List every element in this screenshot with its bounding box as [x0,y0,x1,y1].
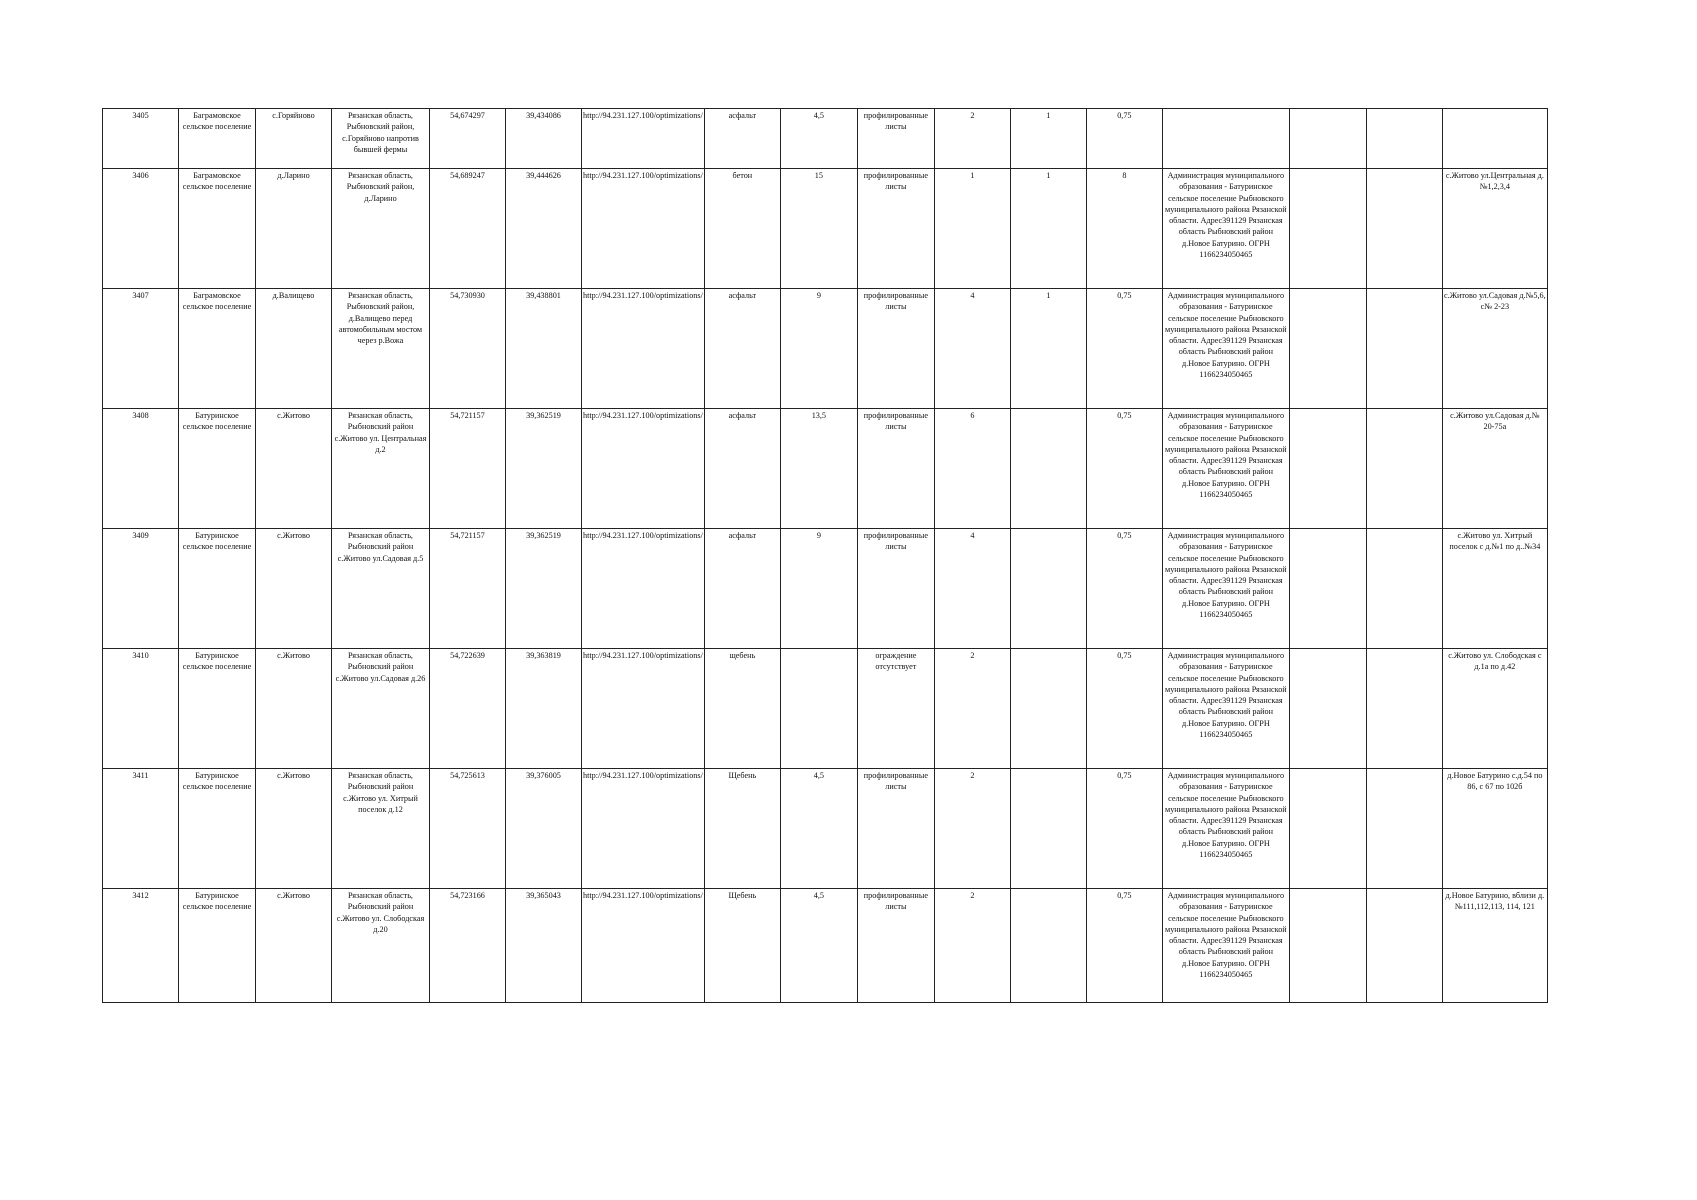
owner-cell: Администрация муниципального образования - Батуринское сельское поселение Рыбновского муниципального района Рязанской области. Адрес391129 Рязанская область Рыбновский район д.Новое Батурино. ОГРН 1166234050465 [1162,409,1289,529]
empty-cell [1289,289,1366,409]
planned-containers-cell: 1 [1010,109,1086,169]
latitude-cell: 54,722639 [430,649,506,769]
settlement-cell: Баграмовское сельское поселение [179,289,256,409]
longitude-cell: 39,376005 [506,769,582,889]
locality-cell: д.Валищево [256,289,332,409]
table-row [103,289,1548,409]
link-cell: http://94.231.127.100/optimizations/ [582,409,705,529]
longitude-cell: 39,434086 [506,109,582,169]
row-number-cell: 3410 [103,649,179,769]
sources-cell: с.Житово ул.Центральная д.№1,2,3,4 [1442,169,1547,289]
containers-cell: 2 [934,769,1010,889]
volume-cell: 0,75 [1086,769,1162,889]
area-cell: 13,5 [780,409,857,529]
containers-cell: 2 [934,649,1010,769]
sources-cell: с.Житово ул.Садовая д.№ 20-75а [1442,409,1547,529]
owner-cell: Администрация муниципального образования - Батуринское сельское поселение Рыбновского муниципального района Рязанской области. Адрес391129 Рязанская область Рыбновский район д.Новое Батурино. ОГРН 1166234050465 [1162,169,1289,289]
surface-cell: Щебень [704,889,780,1003]
volume-cell: 0,75 [1086,409,1162,529]
settlement-cell: Баграмовское сельское поселение [179,169,256,289]
containers-cell: 4 [934,289,1010,409]
planned-containers-cell [1010,649,1086,769]
fence-cell: профилированные листы [857,289,934,409]
link-cell: http://94.231.127.100/optimizations/ [582,169,705,289]
settlement-cell: Батуринское сельское поселение [179,889,256,1003]
fence-cell: профилированные листы [857,409,934,529]
link-cell: http://94.231.127.100/optimizations/ [582,289,705,409]
link-cell: http://94.231.127.100/optimizations/ [582,769,705,889]
volume-cell: 0,75 [1086,289,1162,409]
sources-cell [1442,109,1547,169]
volume-cell: 0,75 [1086,109,1162,169]
owner-cell: Администрация муниципального образования - Батуринское сельское поселение Рыбновского муниципального района Рязанской области. Адрес391129 Рязанская область Рыбновский район д.Новое Батурино. ОГРН 1166234050465 [1162,289,1289,409]
empty-cell [1289,409,1366,529]
owner-cell: Администрация муниципального образования - Батуринское сельское поселение Рыбновского муниципального района Рязанской области. Адрес391129 Рязанская область Рыбновский район д.Новое Батурино. ОГРН 1166234050465 [1162,649,1289,769]
surface-cell: асфальт [704,409,780,529]
settlement-cell: Батуринское сельское поселение [179,409,256,529]
locality-cell: с.Житово [256,649,332,769]
fence-cell: профилированные листы [857,109,934,169]
planned-containers-cell [1010,409,1086,529]
planned-containers-cell: 1 [1010,289,1086,409]
settlement-cell: Батуринское сельское поселение [179,529,256,649]
empty-cell [1366,529,1442,649]
table-row [103,409,1548,529]
latitude-cell: 54,723166 [430,889,506,1003]
locality-cell: с.Житово [256,769,332,889]
table-row [103,169,1548,289]
longitude-cell: 39,438801 [506,289,582,409]
row-number-cell: 3411 [103,769,179,889]
address-cell: Рязанская область, Рыбновский район, д.Валищево перед автомобильным мостом через р.Вожа [332,289,430,409]
planned-containers-cell [1010,889,1086,1003]
address-cell: Рязанская область, Рыбновский район с.Житово ул. Центральная д.2 [332,409,430,529]
row-number-cell: 3412 [103,889,179,1003]
link-cell: http://94.231.127.100/optimizations/ [582,109,705,169]
area-cell: 9 [780,529,857,649]
latitude-cell: 54,721157 [430,409,506,529]
containers-cell: 6 [934,409,1010,529]
volume-cell: 8 [1086,169,1162,289]
locality-cell: с.Житово [256,889,332,1003]
longitude-cell: 39,362519 [506,529,582,649]
longitude-cell: 39,362519 [506,409,582,529]
empty-cell [1366,649,1442,769]
containers-cell: 1 [934,169,1010,289]
longitude-cell: 39,363819 [506,649,582,769]
containers-cell: 2 [934,109,1010,169]
row-number-cell: 3409 [103,529,179,649]
latitude-cell: 54,674297 [430,109,506,169]
latitude-cell: 54,689247 [430,169,506,289]
containers-cell: 2 [934,889,1010,1003]
area-cell: 4,5 [780,889,857,1003]
empty-cell [1289,169,1366,289]
settlement-cell: Батуринское сельское поселение [179,769,256,889]
surface-cell: асфальт [704,109,780,169]
volume-cell: 0,75 [1086,649,1162,769]
surface-cell: бетон [704,169,780,289]
sources-cell: д.Новое Батурино с.д.54 по 86, с 67 по 102б [1442,769,1547,889]
table-row [103,109,1548,169]
row-number-cell: 3405 [103,109,179,169]
row-number-cell: 3407 [103,289,179,409]
locality-cell: с.Горяйново [256,109,332,169]
empty-cell [1289,529,1366,649]
fence-cell: ограждение отсутствует [857,649,934,769]
sources-cell: с.Житово ул. Хитрый поселок с д.№1 по д..№34 [1442,529,1547,649]
planned-containers-cell [1010,529,1086,649]
table-row [103,889,1548,1003]
fence-cell: профилированные листы [857,529,934,649]
empty-cell [1366,109,1442,169]
area-cell [780,649,857,769]
table-row [103,529,1548,649]
link-cell: http://94.231.127.100/optimizations/ [582,529,705,649]
link-cell: http://94.231.127.100/optimizations/ [582,889,705,1003]
longitude-cell: 39,365043 [506,889,582,1003]
locality-cell: д.Ларино [256,169,332,289]
volume-cell: 0,75 [1086,889,1162,1003]
planned-containers-cell [1010,769,1086,889]
address-cell: Рязанская область, Рыбновский район с.Житово ул. Хитрый поселок д.12 [332,769,430,889]
area-cell: 15 [780,169,857,289]
sources-cell: д.Новое Батурино, вблизи д. №111,112,113, 114, 121 [1442,889,1547,1003]
planned-containers-cell: 1 [1010,169,1086,289]
settlement-cell: Баграмовское сельское поселение [179,109,256,169]
fence-cell: профилированные листы [857,889,934,1003]
empty-cell [1366,889,1442,1003]
empty-cell [1289,649,1366,769]
empty-cell [1366,169,1442,289]
empty-cell [1289,889,1366,1003]
fence-cell: профилированные листы [857,769,934,889]
address-cell: Рязанская область, Рыбновский район, д.Ларино [332,169,430,289]
surface-cell: Щебень [704,769,780,889]
address-cell: Рязанская область, Рыбновский район, с.Горяйново напротив бывшей фермы [332,109,430,169]
waste-sites-table [102,108,1548,1003]
latitude-cell: 54,725613 [430,769,506,889]
latitude-cell: 54,721157 [430,529,506,649]
empty-cell [1366,289,1442,409]
owner-cell: Администрация муниципального образования - Батуринское сельское поселение Рыбновского муниципального района Рязанской области. Адрес391129 Рязанская область Рыбновский район д.Новое Батурино. ОГРН 1166234050465 [1162,889,1289,1003]
surface-cell: асфальт [704,529,780,649]
empty-cell [1366,409,1442,529]
owner-cell: Администрация муниципального образования - Батуринское сельское поселение Рыбновского муниципального района Рязанской области. Адрес391129 Рязанская область Рыбновский район д.Новое Батурино. ОГРН 1166234050465 [1162,529,1289,649]
row-number-cell: 3406 [103,169,179,289]
row-number-cell: 3408 [103,409,179,529]
address-cell: Рязанская область, Рыбновский район с.Житово ул.Садовая д.26 [332,649,430,769]
sources-cell: с.Житово ул.Садовая д.№5,6, с№ 2-23 [1442,289,1547,409]
settlement-cell: Батуринское сельское поселение [179,649,256,769]
empty-cell [1289,769,1366,889]
link-cell: http://94.231.127.100/optimizations/ [582,649,705,769]
longitude-cell: 39,444626 [506,169,582,289]
owner-cell [1162,109,1289,169]
table-row [103,769,1548,889]
area-cell: 9 [780,289,857,409]
owner-cell: Администрация муниципального образования - Батуринское сельское поселение Рыбновского муниципального района Рязанской области. Адрес391129 Рязанская область Рыбновский район д.Новое Батурино. ОГРН 1166234050465 [1162,769,1289,889]
empty-cell [1366,769,1442,889]
area-cell: 4,5 [780,769,857,889]
fence-cell: профилированные листы [857,169,934,289]
area-cell: 4,5 [780,109,857,169]
sources-cell: с.Житово ул. Слободская с д.1а по д.42 [1442,649,1547,769]
locality-cell: с.Житово [256,529,332,649]
address-cell: Рязанская область, Рыбновский район с.Житово ул. Слободская д.20 [332,889,430,1003]
volume-cell: 0,75 [1086,529,1162,649]
empty-cell [1289,109,1366,169]
containers-cell: 4 [934,529,1010,649]
surface-cell: асфальт [704,289,780,409]
locality-cell: с.Житово [256,409,332,529]
surface-cell: щебень [704,649,780,769]
latitude-cell: 54,730930 [430,289,506,409]
table-row [103,649,1548,769]
address-cell: Рязанская область, Рыбновский район с.Житово ул.Садовая д.5 [332,529,430,649]
